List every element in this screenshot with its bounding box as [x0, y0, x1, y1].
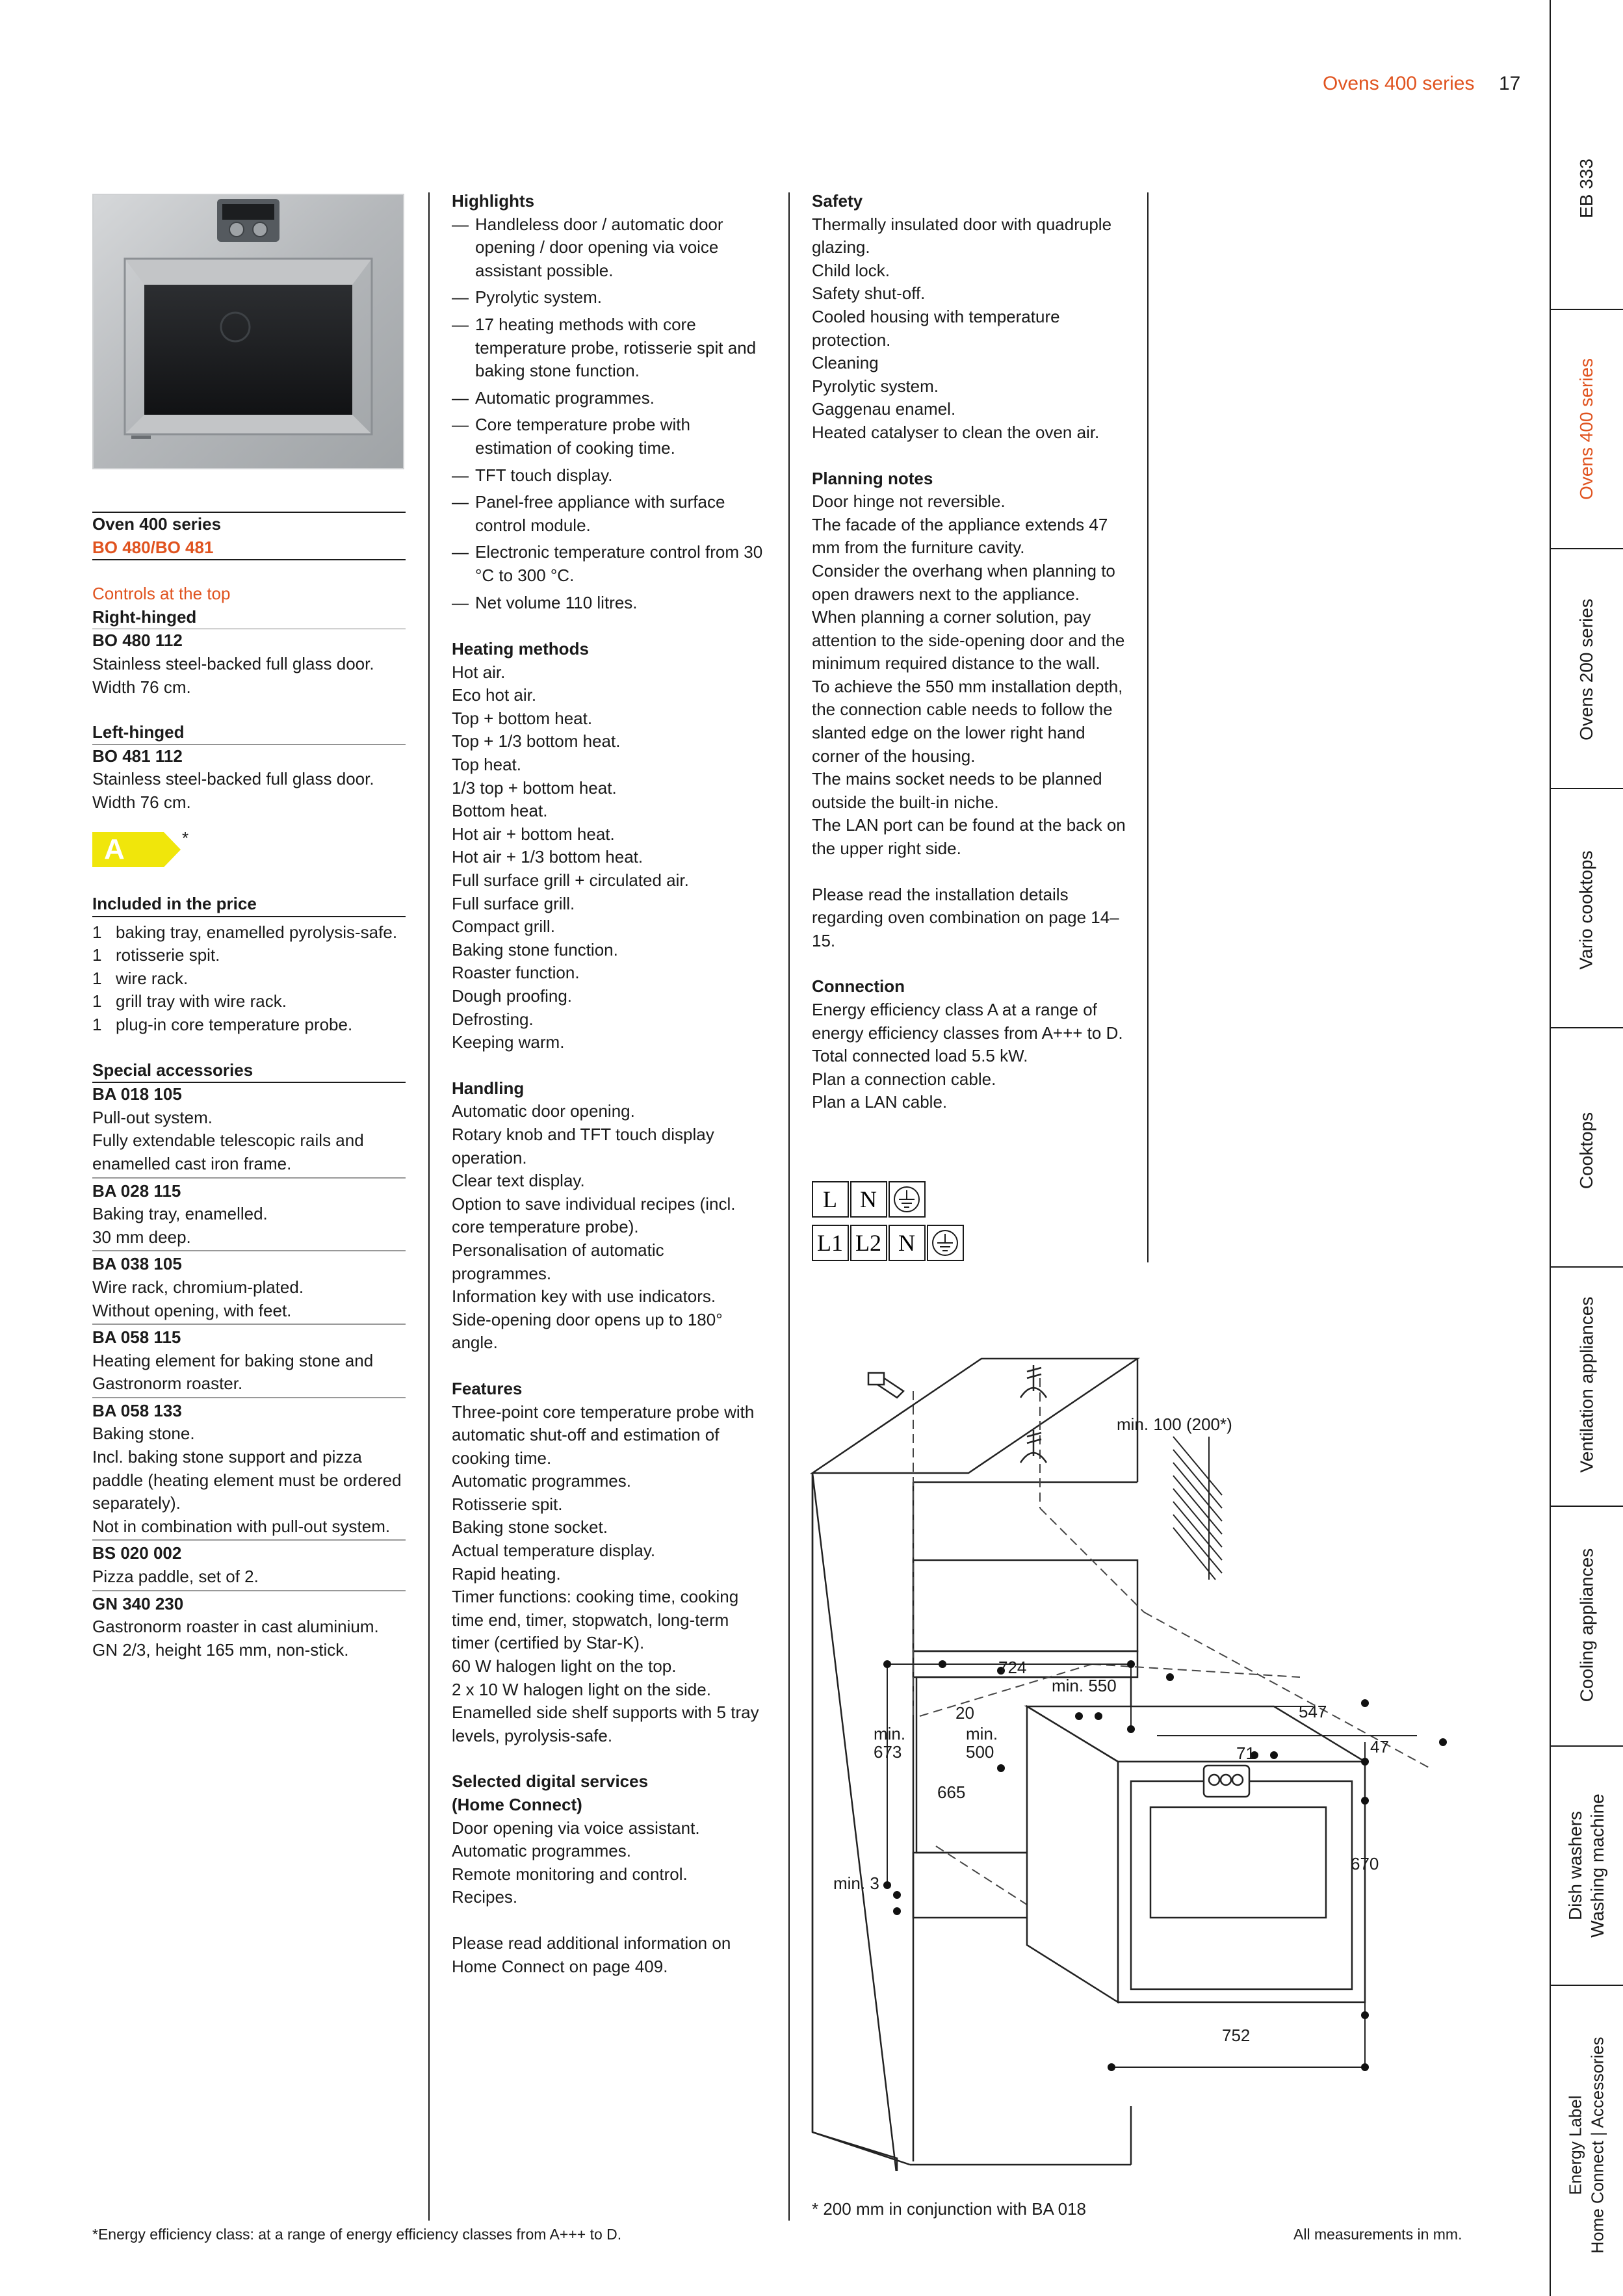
list-item: Full surface grill.	[452, 893, 575, 913]
list-item: Dough proofing.	[452, 986, 573, 1006]
dim-min-673-value: 673	[874, 1742, 902, 1762]
right-hinged-width: Width 76 cm.	[92, 677, 191, 697]
footer-energy-note: *Energy efficiency class: at a range of energy efficiency classes from A+++ to D.	[92, 2226, 622, 2243]
list-item: Hot air + 1/3 bottom heat.	[452, 847, 643, 867]
handling-heading: Handling	[452, 1078, 525, 1098]
list-item: Plan a LAN cable.	[812, 1092, 948, 1112]
accessory-desc: Without opening, with feet.	[92, 1300, 292, 1320]
dim-547: 547	[1299, 1702, 1327, 1721]
highlights-list	[452, 213, 764, 615]
tab-ovens-400[interactable]	[1550, 358, 1623, 500]
digital-heading: Selected digital services	[452, 1771, 649, 1792]
accessories-heading: Special accessories	[92, 1060, 253, 1080]
list-item	[92, 967, 406, 991]
tab-label: EB 333	[1576, 159, 1596, 218]
list-item: Bottom heat.	[452, 801, 548, 821]
product-title: Oven 400 series	[92, 514, 222, 534]
energy-class-badge	[92, 829, 183, 870]
product-models: BO 480/BO 481	[92, 537, 214, 557]
tab-dishwashers[interactable]	[1550, 1794, 1623, 1938]
product-column	[92, 512, 406, 815]
tab-label: Ovens 200 series	[1576, 599, 1597, 740]
planning-list	[812, 490, 1130, 861]
features-column	[452, 190, 764, 1978]
list-item: — TFT touch display.	[452, 464, 764, 488]
features-heading: Features	[452, 1378, 523, 1398]
list-item: Eco hot air.	[452, 685, 537, 705]
tab-label: Vario cooktops	[1576, 850, 1597, 970]
list-item: Top + bottom heat.	[452, 708, 593, 728]
list-item: — Net volume 110 litres.	[452, 592, 764, 615]
list-item: Information key with use indicators.	[452, 1286, 716, 1307]
wire-n: N	[898, 1230, 915, 1256]
accessory-desc: Fully extendable telescopic rails and enamelled cast iron frame.	[92, 1130, 364, 1173]
included-heading: Included in the price	[92, 894, 257, 913]
accessory-item	[92, 1542, 406, 1591]
list-item: Clear text display.	[452, 1171, 585, 1191]
list-item: Child lock.	[812, 260, 890, 280]
dim-min-550: min. 550	[1052, 1676, 1117, 1695]
earth-icon	[894, 1187, 919, 1212]
list-item: Three-point core temperature probe with automatic shut-off and estimation of cooking time.	[452, 1402, 755, 1468]
list-item: Thermally insulated door with quadruple glazing.	[812, 214, 1112, 257]
divider	[92, 916, 406, 917]
list-item: — Automatic programmes.	[452, 387, 764, 410]
wire-l2: L2	[855, 1230, 881, 1256]
accessory-desc: Heating element for baking stone and Gastronorm roaster.	[92, 1350, 374, 1394]
dim-20: 20	[955, 1703, 974, 1723]
list-item: The mains socket needs to be planned outside the built-in niche.	[812, 769, 1102, 812]
right-hinged-desc: Stainless steel-backed full glass door.	[92, 653, 374, 673]
divider	[92, 559, 406, 560]
column-divider	[428, 192, 430, 2221]
tab-label: Cooktops	[1576, 1112, 1597, 1190]
list-item: Compact grill.	[452, 917, 555, 937]
tab-label: Ovens 400 series	[1576, 358, 1597, 500]
left-hinged-heading: Left-hinged	[92, 722, 185, 742]
list-item: Hot air.	[452, 662, 506, 682]
list-item: Automatic door opening.	[452, 1101, 635, 1121]
accessory-desc: Pizza paddle, set of 2.	[92, 1567, 259, 1587]
list-item: Total connected load 5.5 kW.	[812, 1046, 1028, 1066]
drawing-footnote: * 200 mm in conjunction with BA 018	[812, 2199, 1087, 2219]
digital-subheading: (Home Connect)	[452, 1795, 582, 1814]
list-item	[92, 921, 406, 945]
list-item: Option to save individual recipes (incl. core temperature probe).	[452, 1194, 736, 1237]
side-divider	[1550, 1985, 1623, 1986]
dim-724: 724	[998, 1658, 1027, 1677]
right-hinged-code: BO 480 112	[92, 631, 183, 651]
features-list	[452, 1401, 764, 1748]
item-qty: 1	[92, 922, 102, 942]
list-item: Full surface grill + circulated air.	[452, 870, 689, 891]
item-text: rotisserie spit.	[116, 945, 220, 965]
item-text: grill tray with wire rack.	[116, 991, 287, 1011]
side-divider	[1550, 1745, 1623, 1747]
wire-l: L	[823, 1186, 837, 1212]
list-item: Side-opening door opens up to 180° angle.	[452, 1309, 723, 1353]
tab-label: Ventilation appliances	[1576, 1296, 1596, 1473]
list-item: Consider the overhang when planning to open drawers next to the appliance.	[812, 560, 1115, 604]
accessory-code: BA 018 105	[92, 1084, 182, 1104]
list-item: Remote monitoring and control.	[452, 1864, 688, 1884]
side-divider	[1550, 1027, 1623, 1028]
accessory-code: GN 340 230	[92, 1593, 184, 1613]
tab-label-line2: Home Connect | Accessories	[1588, 2037, 1607, 2254]
list-item: Baking stone function.	[452, 939, 618, 959]
list-item: Keeping warm.	[452, 1032, 565, 1052]
list-item: Cleaning	[812, 353, 879, 373]
dim-min-673-label: min.	[874, 1724, 906, 1743]
highlights-heading: Highlights	[452, 191, 535, 211]
left-hinged-desc: Stainless steel-backed full glass door.	[92, 769, 374, 789]
side-divider	[1550, 1266, 1623, 1268]
left-hinged-code: BO 481 112	[92, 746, 183, 766]
list-item: Automatic programmes.	[452, 1471, 631, 1491]
connection-list	[812, 998, 1130, 1114]
list-item: — Handleless door / automatic door opening / door opening via voice assistant possible.	[452, 213, 764, 283]
dim-min-500-label: min.	[966, 1724, 998, 1743]
dim-top-clear: min. 100 (200*)	[1117, 1415, 1232, 1434]
accessory-item	[92, 1253, 406, 1325]
safety-list	[812, 213, 1130, 445]
list-item: Rotisserie spit.	[452, 1494, 563, 1514]
list-item: Door opening via voice assistant.	[452, 1818, 700, 1838]
list-item: — Pyrolytic system.	[452, 286, 764, 309]
installation-drawing	[806, 1352, 1508, 2171]
accessory-item	[92, 1180, 406, 1252]
wire-n: N	[860, 1186, 877, 1212]
accessory-code: BA 058 115	[92, 1327, 181, 1348]
list-item: Enamelled side shelf supports with 5 tray levels, pyrolysis-safe.	[452, 1702, 759, 1745]
energy-asterisk: *	[182, 828, 189, 848]
planning-heading: Planning notes	[812, 468, 933, 488]
list-item: 2 x 10 W halogen light on the side.	[452, 1679, 711, 1699]
list-item: Rotary knob and TFT touch display operation.	[452, 1124, 714, 1168]
list-item: Safety shut-off.	[812, 283, 926, 304]
list-item: Energy efficiency class A at a range of energy efficiency classes from A+++ to D.	[812, 1000, 1123, 1043]
side-divider	[1550, 548, 1623, 549]
list-item: Hot air + bottom heat.	[452, 824, 615, 844]
footer-measurements-note: All measurements in mm.	[1293, 2226, 1462, 2243]
tab-vario-cooktops[interactable]	[1550, 845, 1623, 975]
tab-label	[1565, 2037, 1609, 2253]
accessory-item	[92, 1326, 406, 1398]
dim-71: 71	[1236, 1743, 1255, 1763]
page-section-title: Ovens 400 series	[1323, 73, 1475, 94]
home-connect-note: Please read additional information on Home Connect on page 409.	[452, 1933, 731, 1976]
energy-class-letter: A	[104, 833, 125, 865]
included-list	[92, 921, 406, 1037]
list-item: The LAN port can be found at the back on the upper right side.	[812, 815, 1126, 859]
page-number: 17	[1499, 73, 1521, 94]
tab-label	[1565, 1794, 1609, 1938]
accessory-desc: Wire rack, chromium-plated.	[92, 1277, 304, 1297]
list-item	[92, 944, 406, 967]
tab-label-line2: Washing machine	[1587, 1794, 1608, 1938]
item-text: plug-in core temperature probe.	[116, 1014, 353, 1034]
dim-min-3: min. 3	[833, 1873, 879, 1893]
accessory-desc: Baking stone.	[92, 1424, 195, 1444]
list-item: — Core temperature probe with estimation of cooking time.	[452, 413, 764, 460]
list-item: Pyrolytic system.	[812, 376, 939, 396]
column-divider	[1147, 192, 1149, 1262]
side-divider	[1550, 309, 1623, 310]
list-item	[92, 1013, 406, 1037]
list-item: The facade of the appliance extends 47 mm from the furniture cavity.	[812, 514, 1108, 558]
accessory-desc: Incl. baking stone support and pizza paddle (heating element must be ordered separately).	[92, 1447, 402, 1513]
tab-label-line1: Dish washers	[1565, 1810, 1586, 1921]
accessory-desc: 30 mm deep.	[92, 1227, 191, 1247]
list-item: Timer functions: cooking time, cooking time end, timer, stopwatch, long-term timer (certified by Star-K).	[452, 1587, 739, 1653]
list-item: 1/3 top + bottom heat.	[452, 777, 617, 798]
connection-heading: Connection	[812, 976, 905, 997]
list-item: — 17 heating methods with core temperature probe, rotisserie spit and baking stone function.	[452, 313, 764, 383]
accessory-item	[92, 1593, 406, 1662]
list-item: — Electronic temperature control from 30 °C to 300 °C.	[452, 541, 764, 587]
list-item: Door hinge not reversible.	[812, 491, 1006, 512]
list-item: When planning a corner solution, pay attention to the side-opening door and the minimum required distance to the wall.	[812, 607, 1125, 673]
list-item: — Panel-free appliance with surface control module.	[452, 491, 764, 537]
accessory-code: BS 020 002	[92, 1543, 182, 1563]
list-item: Rapid heating.	[452, 1563, 561, 1584]
list-item: To achieve the 550 mm installation depth, the connection cable needs to follow the slanted edge on the lower right hand corner of the housing.	[812, 676, 1123, 766]
dim-752: 752	[1222, 2026, 1251, 2045]
accessory-desc: Baking tray, enamelled.	[92, 1204, 268, 1224]
accessory-code: BA 058 133	[92, 1400, 182, 1420]
tab-label: Cooling appliances	[1576, 1548, 1597, 1702]
earth-icon	[933, 1231, 957, 1255]
accessory-item	[92, 1400, 406, 1541]
heating-list	[452, 661, 764, 1054]
item-qty: 1	[92, 945, 102, 965]
list-item: Actual temperature display.	[452, 1541, 656, 1561]
list-item: Defrosting.	[452, 1009, 534, 1029]
item-text: baking tray, enamelled pyrolysis-safe.	[116, 922, 398, 942]
accessory-code: BA 028 115	[92, 1181, 181, 1201]
accessory-desc: Gastronorm roaster in cast aluminium. GN 2/3, height 165 mm, non-stick.	[92, 1617, 379, 1660]
accessory-code: BA 038 105	[92, 1254, 182, 1274]
list-item: Gaggenau enamel.	[812, 399, 956, 419]
tab-ovens-200[interactable]	[1550, 599, 1623, 740]
item-qty: 1	[92, 968, 102, 988]
list-item: Personalisation of automatic programmes.	[452, 1240, 664, 1283]
list-item: Cooled housing with temperature protection.	[812, 306, 1060, 350]
tab-cooling[interactable]	[1550, 1548, 1623, 1702]
list-item: Automatic programmes.	[452, 1841, 631, 1861]
dim-min-500-value: 500	[966, 1742, 994, 1762]
list-item: Roaster function.	[452, 963, 580, 983]
list-item: Recipes.	[452, 1887, 518, 1907]
wiring-single-phase	[812, 1181, 929, 1221]
list-item: Heated catalyser to clean the oven air.	[812, 422, 1100, 442]
planning-column	[812, 190, 1130, 1114]
accessory-desc: Pull-out system.	[92, 1107, 213, 1127]
planning-note: Please read the installation details regarding oven combination on page 14–15.	[812, 884, 1119, 950]
left-hinged-width: Width 76 cm.	[92, 792, 191, 812]
item-qty: 1	[92, 1014, 102, 1034]
included-section	[92, 893, 406, 1662]
wiring-two-phase	[812, 1225, 968, 1264]
list-item: Top + 1/3 bottom heat.	[452, 731, 621, 751]
lan-plug-icon	[868, 1373, 903, 1398]
accessory-item	[92, 1083, 406, 1178]
list-item: Top heat.	[452, 755, 521, 775]
dim-670: 670	[1351, 1854, 1379, 1873]
tab-energy-label[interactable]	[1550, 2037, 1623, 2254]
side-divider	[1550, 788, 1623, 789]
side-divider	[1550, 1506, 1623, 1507]
list-item: Plan a connection cable.	[812, 1069, 996, 1089]
tab-ventilation[interactable]	[1550, 1296, 1623, 1473]
tab-eb333[interactable]	[1550, 130, 1623, 247]
product-image	[92, 194, 404, 469]
column-divider	[788, 192, 790, 2221]
item-qty: 1	[92, 991, 102, 1011]
tab-cooktops[interactable]	[1550, 1086, 1623, 1216]
dim-665: 665	[937, 1782, 966, 1802]
tab-label-line1: Energy Label	[1566, 2095, 1585, 2195]
safety-heading: Safety	[812, 191, 863, 211]
list-item: Baking stone socket.	[452, 1517, 608, 1537]
accessory-desc: Not in combination with pull-out system.	[92, 1516, 391, 1536]
list-item: 60 W halogen light on the top.	[452, 1656, 677, 1676]
digital-list	[452, 1817, 764, 1909]
heating-heading: Heating methods	[452, 639, 589, 659]
handling-list	[452, 1100, 764, 1355]
list-item	[92, 990, 406, 1013]
item-text: wire rack.	[116, 968, 188, 988]
dim-47: 47	[1370, 1737, 1389, 1756]
controls-label: Controls at the top	[92, 584, 231, 604]
wire-l1: L1	[817, 1230, 843, 1256]
right-hinged-heading: Right-hinged	[92, 607, 197, 627]
